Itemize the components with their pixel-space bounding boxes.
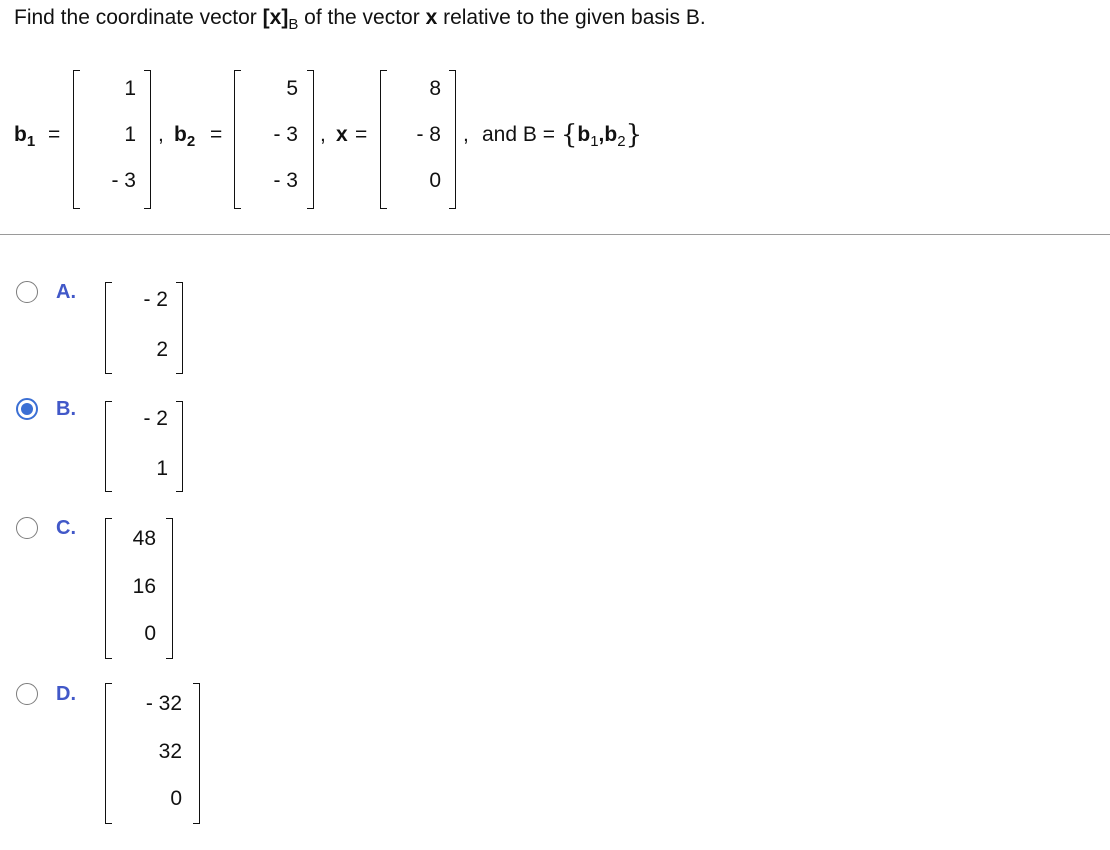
- left-bracket: [105, 401, 112, 492]
- right-bracket: [176, 282, 183, 374]
- basis-definition: and $B = \{b_1,b_2\}$: [482, 120, 643, 150]
- comma: ,: [158, 123, 164, 146]
- b1-right-bracket: [144, 70, 151, 209]
- b2-entry: 5: [286, 77, 298, 100]
- b1-entry: - 3: [111, 169, 136, 192]
- radio-button[interactable]: [16, 281, 38, 303]
- b1-entry: 1: [124, 77, 136, 100]
- x-equals: =: [355, 123, 368, 146]
- b2-equals: =: [210, 123, 223, 146]
- x-entry: 0: [429, 169, 441, 192]
- x-label: x: [336, 123, 348, 146]
- option-letter: B.: [56, 398, 76, 420]
- vector-entry: 16: [132, 575, 156, 598]
- radio-button[interactable]: [16, 683, 38, 705]
- left-bracket: [105, 518, 112, 659]
- comma: ,: [463, 123, 469, 146]
- option-letter: A.: [56, 281, 76, 303]
- vector-entry: 2: [156, 338, 168, 361]
- x-entry: - 8: [416, 123, 441, 146]
- vector-entry: - 2: [143, 288, 168, 311]
- b1-left-bracket: [73, 70, 80, 209]
- vector-entry: 0: [144, 622, 156, 645]
- left-bracket: [105, 683, 112, 824]
- vector-entry: - 32: [145, 692, 182, 715]
- option-letter: D.: [56, 683, 76, 705]
- vector-entry: 48: [132, 527, 156, 550]
- b2-entry: - 3: [273, 123, 298, 146]
- x-entry: 8: [429, 77, 441, 100]
- vector-entry: 1: [156, 457, 168, 480]
- option-letter: C.: [56, 517, 76, 539]
- b2-right-bracket: [307, 70, 314, 209]
- b1-label: $b_1$: [14, 123, 36, 150]
- x-right-bracket: [449, 70, 456, 209]
- vector-entry: - 2: [143, 407, 168, 430]
- question-text: Find the coordinate vector $[x]_B$ of the vector x relative to the given basis B.: [14, 6, 706, 33]
- b2-entry: - 3: [273, 169, 298, 192]
- b1-equals: =: [48, 123, 61, 146]
- comma: ,: [320, 123, 326, 146]
- right-bracket: [166, 518, 173, 659]
- radio-button-selected[interactable]: [16, 398, 38, 420]
- right-bracket: [176, 401, 183, 492]
- divider: [0, 234, 1110, 235]
- right-bracket: [193, 683, 200, 824]
- left-bracket: [105, 282, 112, 374]
- b1-entry: 1: [124, 123, 136, 146]
- b2-label: $b_2$: [174, 123, 196, 150]
- vector-entry: 32: [158, 740, 182, 763]
- vector-entry: 0: [170, 787, 182, 810]
- radio-button[interactable]: [16, 517, 38, 539]
